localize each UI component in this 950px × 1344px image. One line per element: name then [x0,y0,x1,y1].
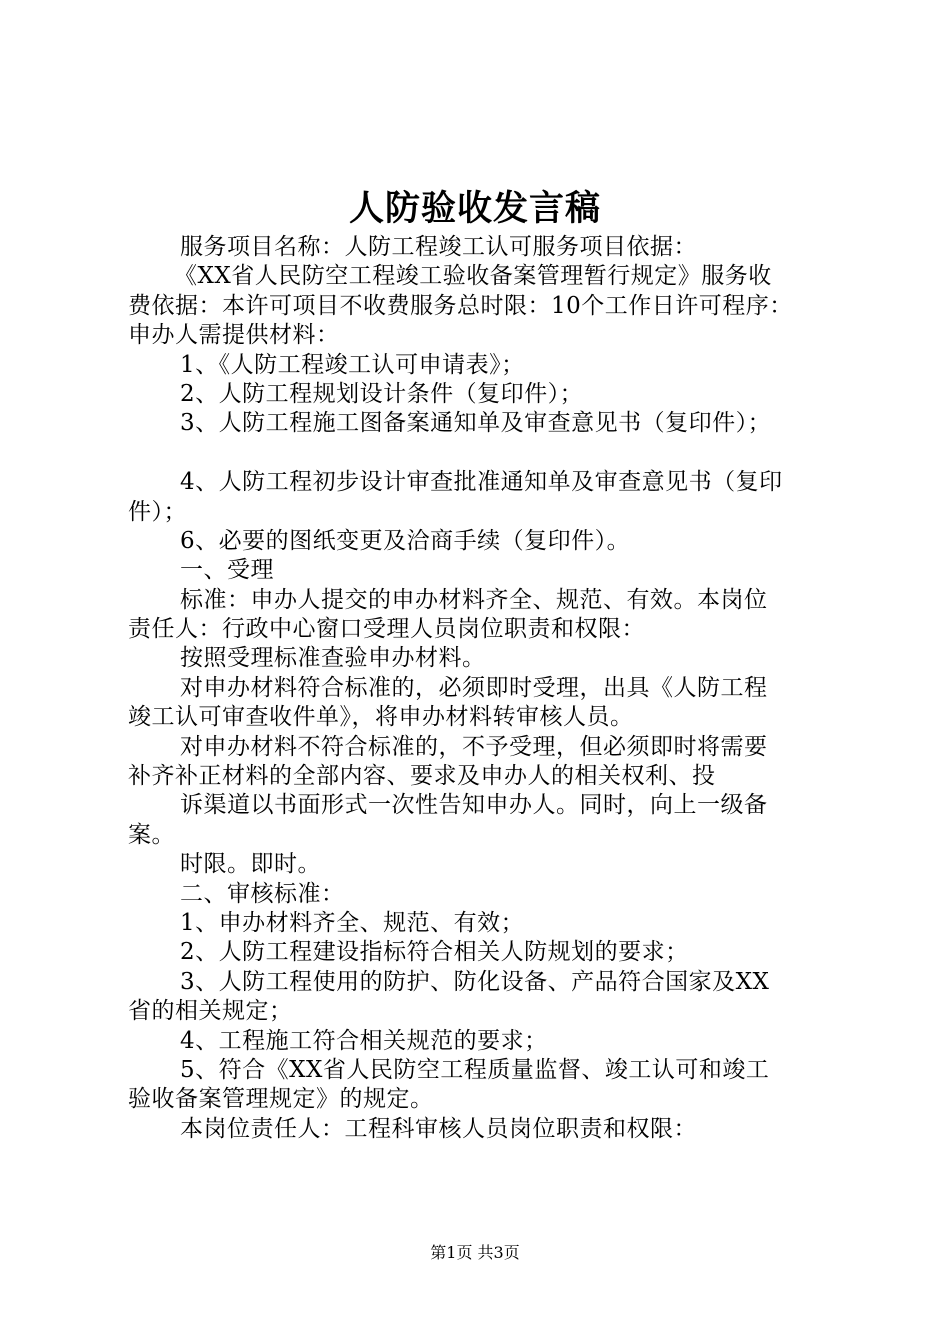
paragraph-line: 申办人需提供材料： [128,322,340,349]
paragraph-line: 对申办材料符合标准的，必须即时受理，出具《人防工程 [180,674,768,701]
paragraph-line: 5、符合《XX省人民防空工程质量监督、竣工认可和竣工 [180,1056,770,1083]
paragraph-line: 1、《人防工程竣工认可申请表》； [180,351,525,378]
paragraph-line: 2、人防工程建设指标符合相关人防规划的要求； [180,939,689,966]
paragraph-line: 3、人防工程施工图备案通知单及审查意见书（复印件）； [180,410,772,437]
paragraph-line: 标准：申办人提交的申办材料齐全、规范、有效。本岗位 [180,586,768,613]
paragraph-line: 案。 [128,821,175,848]
paragraph-line: 按照受理标准查验申办材料。 [180,645,486,672]
document-body [128,233,834,1144]
paragraph-line: 责任人：行政中心窗口受理人员岗位职责和权限： [128,616,645,643]
paragraph-line: 补齐补正材料的全部内容、要求及申办人的相关权利、投 [128,763,716,790]
paragraph-line: 时限。即时。 [180,851,321,878]
section-heading: 一、受理 [180,557,274,584]
document-title: 人防验收发言稿 [348,188,601,229]
paragraph-line: 费依据：本许可项目不收费服务总时限：10个工作日许可程序： [128,292,793,319]
paragraph-line: 件）； [128,498,187,525]
paragraph-line: 竣工认可审查收件单》，将申办材料转审核人员。 [128,704,634,731]
section-heading: 二、审核标准： [180,880,345,907]
paragraph-line: 省的相关规定； [128,998,293,1025]
paragraph-line: 《XX省人民防空工程竣工验收备案管理暂行规定》服务收 [174,263,772,290]
paragraph-line: 4、工程施工符合相关规范的要求； [180,1027,548,1054]
paragraph-line: 验收备案管理规定》的规定。 [128,1086,434,1113]
paragraph-line: 1、申办材料齐全、规范、有效； [180,909,525,936]
paragraph-line: 3、人防工程使用的防护、防化设备、产品符合国家及XX [180,968,770,995]
paragraph-line: 诉渠道以书面形式一次性告知申办人。同时，向上一级备 [180,792,768,819]
blank-line [128,439,834,468]
paragraph-line: 对申办材料不符合标准的，不予受理，但必须即时将需要 [180,733,768,760]
paragraph-line: 本岗位责任人：工程科审核人员岗位职责和权限： [180,1115,697,1142]
paragraph-line: 服务项目名称：人防工程竣工认可服务项目依据： [180,234,697,260]
paragraph-line: 2、人防工程规划设计条件（复印件）； [180,380,584,407]
page-footer: 第1页 共3页 [430,1243,520,1262]
paragraph-line: 6、必要的图纸变更及洽商手续（复印件）。 [180,527,631,554]
paragraph-line: 4、人防工程初步设计审查批准通知单及审查意见书（复印 [180,469,783,496]
